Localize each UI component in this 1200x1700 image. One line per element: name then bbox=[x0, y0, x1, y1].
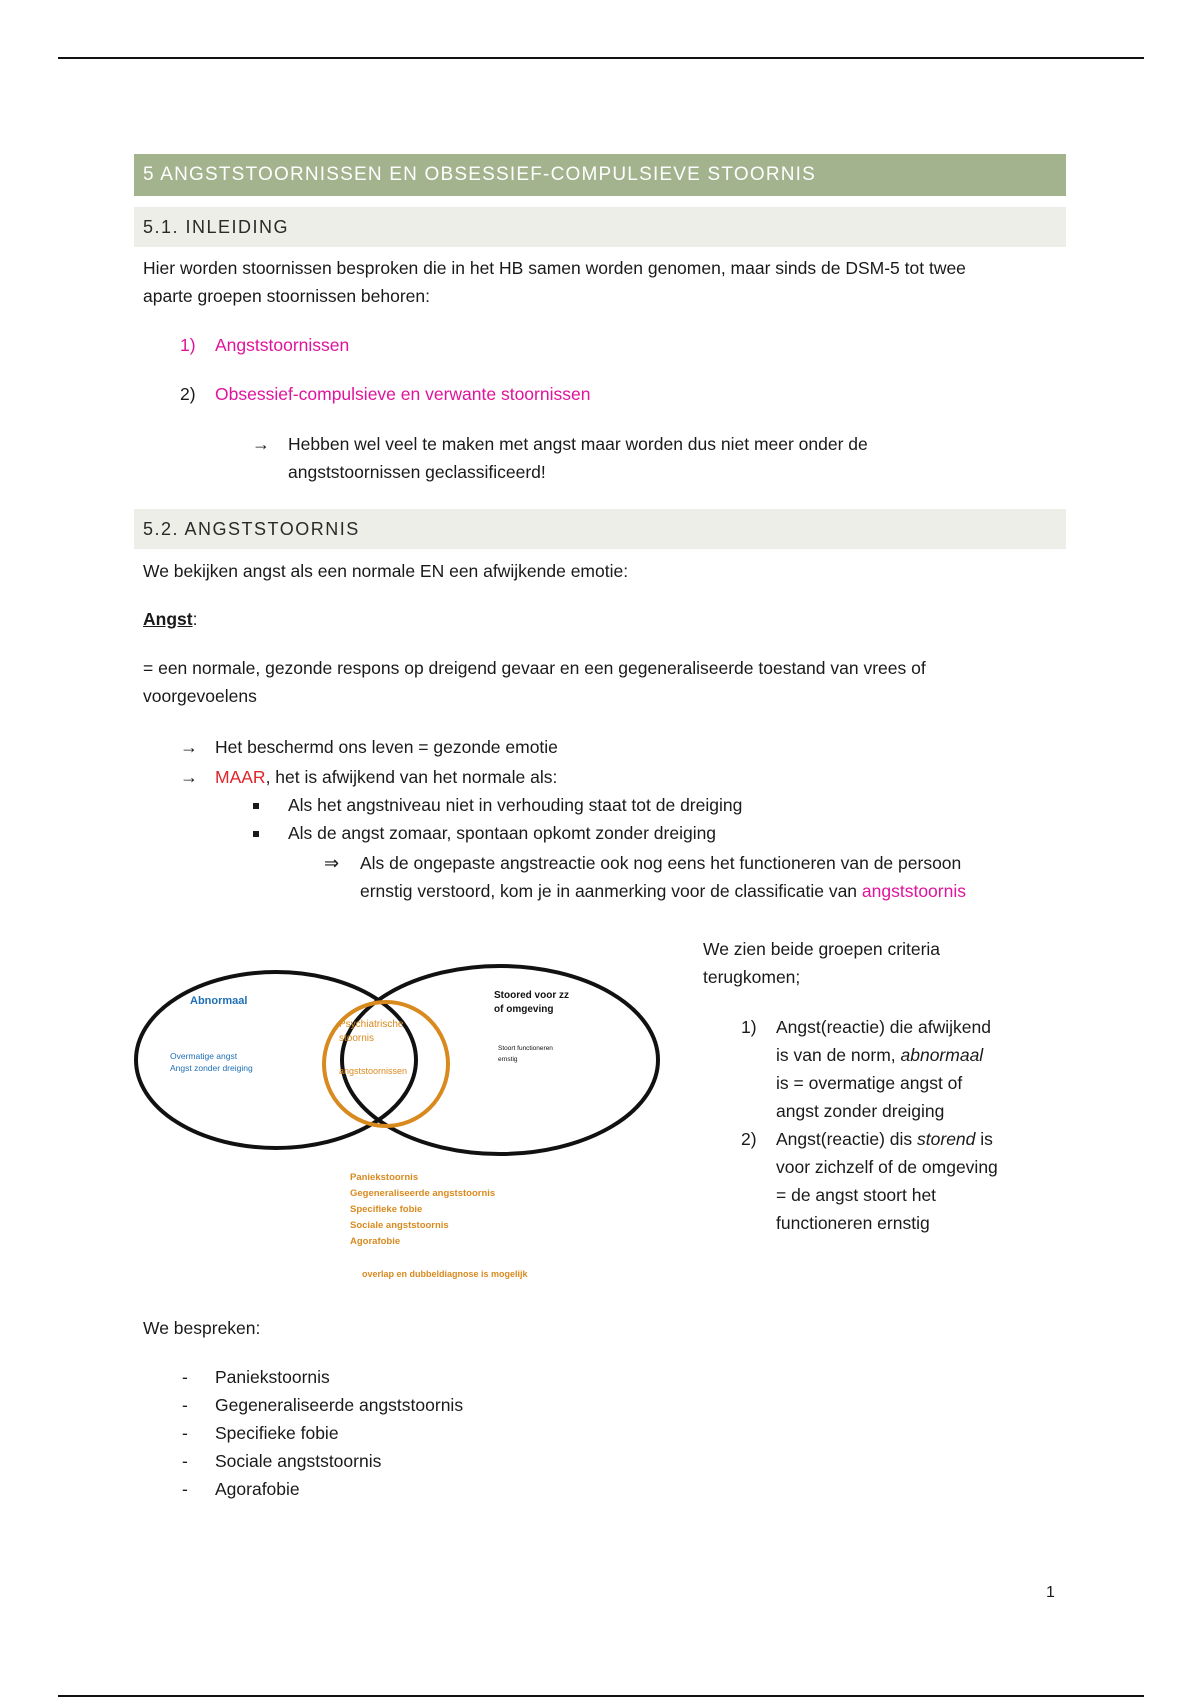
definition-line-2: voorgevoelens bbox=[143, 686, 257, 706]
top-rule bbox=[58, 57, 1144, 59]
venn-right-title-1: Stoored voor zz bbox=[494, 990, 570, 1001]
section-heading-angststoornis: 5.2. ANGSTSTOORNIS bbox=[134, 509, 1066, 549]
chapter-title: 5 ANGSTSTOORNISSEN EN OBSESSIEF-COMPULSIEVE STOORNIS bbox=[134, 154, 1066, 196]
list-item-ocd: Obsessief-compulsieve en verwante stoornissen bbox=[215, 384, 591, 404]
criteria-intro-1: We zien beide groepen criteria bbox=[703, 939, 941, 959]
venn-right-line-2: ernstig bbox=[498, 1056, 518, 1063]
venn-center-line-1: Psychiatrische bbox=[339, 1019, 404, 1030]
criteria-1-line-1: Angst(reactie) die afwijkend bbox=[776, 1017, 991, 1037]
venn-list-item: Sociale angststoornis bbox=[350, 1220, 449, 1231]
arrow-icon: → bbox=[180, 737, 198, 757]
discussed-intro: We bespreken: bbox=[143, 1318, 261, 1338]
intro-line-2: aparte groepen stoornissen behoren: bbox=[143, 286, 431, 306]
bullet-protects-life: Het beschermd ons leven = gezonde emotie bbox=[215, 737, 558, 757]
dash-bullet: - bbox=[182, 1395, 188, 1415]
implies-arrow-icon: ⇒ bbox=[324, 853, 340, 873]
note-line-2: angststoornissen geclassificeerd! bbox=[288, 462, 546, 482]
conclusion-angststoornis: angststoornis bbox=[861, 881, 966, 901]
list-item-angststoornissen: Angststoornissen bbox=[215, 335, 350, 355]
conclusion-line-2 bbox=[360, 877, 1080, 905]
criteria-2-line-1-plain: Angst(reactie) dis bbox=[776, 1129, 918, 1149]
sub-bullet-1: Als het angstniveau niet in verhouding staat tot de dreiging bbox=[288, 795, 743, 815]
sub-bullet-2: Als de angst zomaar, spontaan opkomt zonder dreiging bbox=[288, 823, 717, 843]
venn-center-line-2: stoornis bbox=[339, 1033, 375, 1044]
venn-diagram bbox=[134, 928, 674, 1288]
venn-left-line-2: Angst zonder dreiging bbox=[170, 1063, 253, 1073]
section-2-intro: We bekijken angst als een normale EN een afwijkende emotie: bbox=[143, 561, 629, 581]
definition-line-1: = een normale, gezonde respons op dreigend gevaar en een gegeneraliseerde toestand van vrees of bbox=[143, 658, 926, 678]
venn-list-item: Specifieke fobie bbox=[350, 1204, 423, 1215]
criteria-1-line-2-plain: is van de norm, bbox=[776, 1045, 901, 1065]
venn-footnote: overlap en dubbeldiagnose is mogelijk bbox=[362, 1269, 528, 1279]
dash-bullet: - bbox=[182, 1367, 188, 1387]
term-colon: : bbox=[192, 609, 198, 629]
square-bullet-icon bbox=[253, 803, 259, 809]
discussed-item: Specifieke fobie bbox=[215, 1423, 339, 1443]
arrow-icon: → bbox=[252, 434, 270, 454]
bullet-but-rest: , het is afwijkend van het normale als: bbox=[265, 767, 558, 787]
list-item-number: 1) bbox=[180, 335, 196, 355]
criteria-1-line-2 bbox=[776, 1041, 983, 1069]
list-item-number: 2) bbox=[180, 384, 196, 404]
bottom-rule bbox=[58, 1695, 1144, 1697]
criteria-intro-2: terugkomen; bbox=[703, 967, 801, 987]
dash-bullet: - bbox=[182, 1451, 188, 1471]
criteria-2-line-4: functioneren ernstig bbox=[776, 1213, 930, 1233]
conclusion-line-1: Als de ongepaste angstreactie ook nog eens het functioneren van de persoon bbox=[360, 853, 962, 873]
criteria-2-line-2: voor zichzelf of de omgeving bbox=[776, 1157, 998, 1177]
bullet-but-abnormal bbox=[215, 763, 1135, 791]
venn-left-title: Abnormaal bbox=[190, 995, 248, 1007]
criteria-number: 2) bbox=[741, 1129, 757, 1149]
criteria-1-line-3: is = overmatige angst of bbox=[776, 1073, 963, 1093]
criteria-1-line-4: angst zonder dreiging bbox=[776, 1101, 945, 1121]
criteria-1-abnormaal: abnormaal bbox=[900, 1045, 984, 1065]
criteria-2-storend: storend bbox=[917, 1129, 976, 1149]
venn-center-line-3: angststoornissen bbox=[339, 1066, 408, 1076]
criteria-number: 1) bbox=[741, 1017, 757, 1037]
discussed-item: Paniekstoornis bbox=[215, 1367, 330, 1387]
conclusion-plain: ernstig verstoord, kom je in aanmerking voor de classificatie van bbox=[360, 881, 862, 901]
term-label: Angst bbox=[143, 609, 193, 629]
section-heading-inleiding: 5.1. INLEIDING bbox=[134, 207, 1066, 247]
term-angst bbox=[143, 605, 1063, 633]
venn-left-line-1: Overmatige angst bbox=[170, 1051, 238, 1061]
venn-list-item: Agorafobie bbox=[350, 1236, 401, 1247]
note-line-1: Hebben wel veel te maken met angst maar worden dus niet meer onder de bbox=[288, 434, 868, 454]
discussed-item: Sociale angststoornis bbox=[215, 1451, 382, 1471]
arrow-icon: → bbox=[180, 767, 198, 787]
intro-line-1: Hier worden stoornissen besproken die in het HB samen worden genomen, maar sinds de DSM-5 tot twee bbox=[143, 258, 966, 278]
dash-bullet: - bbox=[182, 1479, 188, 1499]
maar-label: MAAR bbox=[215, 767, 266, 787]
discussed-item: Agorafobie bbox=[215, 1479, 300, 1499]
discussed-item: Gegeneraliseerde angststoornis bbox=[215, 1395, 464, 1415]
criteria-2-line-1-end: is bbox=[975, 1129, 993, 1149]
venn-list-item: Paniekstoornis bbox=[350, 1172, 419, 1183]
criteria-2-line-1 bbox=[776, 1125, 993, 1153]
venn-right-title-2: of omgeving bbox=[494, 1004, 554, 1015]
square-bullet-icon bbox=[253, 831, 259, 837]
criteria-2-line-3: = de angst stoort het bbox=[776, 1185, 937, 1205]
venn-right-line-1: Stoort functioneren bbox=[498, 1045, 553, 1052]
venn-list-item: Gegeneraliseerde angststoornis bbox=[350, 1188, 496, 1199]
page-number: 1 bbox=[1046, 1584, 1055, 1601]
dash-bullet: - bbox=[182, 1423, 188, 1443]
